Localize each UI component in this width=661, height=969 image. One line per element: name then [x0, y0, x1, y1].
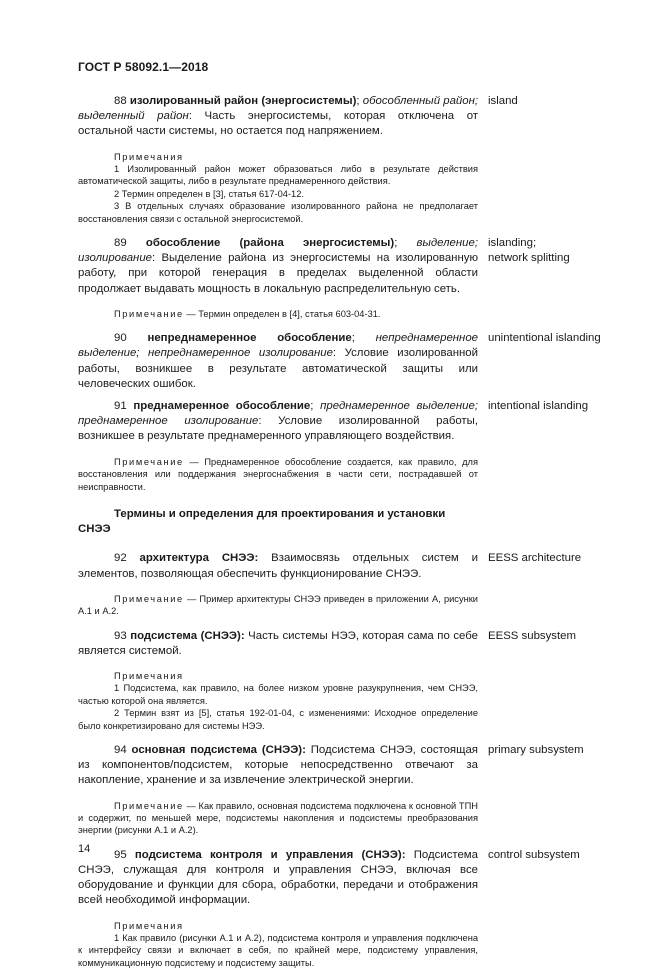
term-name: непреднамеренное обособление: [147, 332, 352, 345]
note-item: 2 Термин определен в [3], статья 617-04-12.: [114, 188, 304, 199]
note-text: — Преднамеренное обособление создается, как правило, для восстановления или поддержания энергоснабжения в части сети, пострадавшей от неисправности.: [78, 456, 478, 492]
term-entry-89: [78, 236, 604, 297]
term-number: 91: [114, 400, 127, 413]
term-notes: [78, 670, 478, 732]
term-definition: 89 обособление (района энергосистемы); выделение; изолирование: Выделение района из энергосистемы на изолированную работу, при которой генерация в пределах выделенной области продолжает выдавать мощность в локальную распределительную сеть.: [78, 237, 478, 295]
term-notes: [78, 151, 478, 225]
term-name: преднамеренное обособление: [133, 400, 311, 413]
term-name: архитектура СНЭЭ:: [139, 552, 259, 565]
definition-text: Взаимосвязь отдельных систем и элементов, позволяющая обеспечить функционирование СНЭЭ.: [78, 552, 478, 580]
term-entry-92: [78, 551, 604, 581]
term-synonyms: выделение; изолирование: [78, 237, 478, 265]
note-label: Примечание: [114, 308, 184, 319]
english-equivalent: EESS subsystem: [488, 629, 576, 642]
term-entry-93: [78, 629, 604, 659]
term-entry-94: [78, 743, 604, 789]
english-equivalent: intentional islanding: [488, 400, 589, 413]
definition-text: : Выделение района из энергосистемы на изолированную работу, при которой генерация в пределах выделенной области продолжает выдавать мощность в локальную распределительную сеть.: [78, 252, 478, 295]
term-note: [78, 456, 478, 493]
document-header: ГОСТ Р 58092.1—2018: [78, 60, 209, 74]
note-item: 1 Подсистема, как правило, на более низком уровне разукрупнения, чем СНЭЭ, частью которой она является.: [78, 683, 478, 706]
term-number: 94: [114, 743, 127, 756]
term-name: обособление (района энергосистемы): [145, 237, 395, 250]
definition-text: : Условие изолированной работы, возникшее в результате преднамеренного управляющего воздействия.: [78, 415, 478, 443]
note-item: 1 Как правило (рисунки А.1 и А.2), подсистема контроля и управления подключена к интерфейсу связи и включает в себя, по крайней мере, подсистему управления, коммуникационную подсистему и подсистему защиты.: [78, 933, 478, 968]
note-item: 2 Термин взят из [5], статья 192-01-04, с изменениями: Исходное определение было конкретизировано для системы НЭЭ.: [78, 708, 478, 731]
term-definition: [78, 743, 478, 789]
note-label: Примечание: [114, 800, 184, 811]
note-label: Примечание: [114, 456, 184, 467]
term-entry-90: [78, 331, 604, 392]
note-text: — Как правило, основная подсистема подключена к основной ТПН и содержит, по меньшей мере, подсистемы накопления и подсистемы преобразования энергии (рисунки А.1 и А.2).: [78, 800, 478, 836]
english-equivalent: unintentional islanding: [488, 332, 601, 345]
term-note: [78, 800, 478, 837]
term-number: 90: [114, 332, 127, 345]
term-synonyms: обособленный район; выделенный район: [78, 95, 479, 123]
term-definition: 90 непреднамеренное обособление; непреднамеренное выделение; непреднамеренное изолирование: Условие изолированной работы, возникшее в результате автоматической защиты или человеческих ошибок.: [78, 332, 478, 390]
term-name: основная подсистема (СНЭЭ):: [131, 743, 306, 756]
term-definition: [78, 629, 478, 659]
note-label: Примечание: [114, 593, 184, 604]
note-text: — Термин определен в [4], статья 603-04-31.: [183, 308, 381, 319]
english-equivalent: islanding; network splitting: [488, 237, 570, 265]
page-content: [78, 94, 604, 969]
term-number: 95: [114, 848, 127, 861]
english-equivalent: primary subsystem: [488, 743, 584, 756]
term-entry-95: [78, 848, 604, 909]
note-text: — Пример архитектуры СНЭЭ приведен в приложении А, рисунки А.1 и А.2.: [78, 593, 478, 617]
term-definition: [78, 848, 478, 909]
page-number: 14: [78, 843, 91, 855]
term-synonyms: преднамеренное выделение; преднамеренное изолирование: [78, 400, 478, 428]
note-item: 3 В отдельных случаях образование изолированного района не предполагает восстановления связи с остальной энергосистемой.: [78, 201, 478, 224]
term-synonyms: непреднамеренное выделение; непреднамеренное изолирование: [78, 332, 478, 360]
section-title: Термины и определения для проектирования и установки СНЭЭ: [78, 507, 446, 536]
term-entry-91: [78, 399, 604, 445]
term-definition: 88 изолированный район (энергосистемы); обособленный район; выделенный район: Часть энергосистемы, которая отключена от остальной части системы, но остается под напряжением.: [78, 95, 479, 138]
term-name: изолированный район (энергосистемы): [129, 95, 357, 107]
term-number: 88: [114, 95, 127, 107]
notes-title: Примечания: [114, 151, 184, 162]
term-notes: [78, 920, 478, 969]
term-note: [78, 593, 478, 618]
note-item: 1 Изолированный район может образоваться либо в результате действия автоматической защиты, либо в результате преднамеренного действия.: [78, 164, 478, 187]
term-number: 89: [114, 237, 127, 250]
term-note: [78, 308, 478, 320]
definition-text: Подсистема СНЭЭ, состоящая из компонентов/подсистем, которые непосредственно отвечают за накопление, хранение и за извлечение электрической энергии.: [78, 743, 478, 787]
definition-text: : Часть энергосистемы, которая отключена от остальной части системы, но остается под напряжением.: [78, 110, 478, 138]
term-entry-88: [78, 94, 604, 140]
notes-title: Примечания: [114, 670, 184, 681]
term-definition: 91 преднамеренное обособление; преднамеренное выделение; преднамеренное изолирование: Условие изолированной работы, возникшее в результате преднамеренного управляющего воздействия.: [78, 400, 478, 443]
term-number: 92: [114, 552, 127, 565]
definition-text: : Условие изолированной работы, возникшее в результате автоматической защиты или человеческих ошибок.: [78, 347, 478, 390]
term-name: подсистема контроля и управления (СНЭЭ):: [134, 848, 406, 861]
term-name: подсистема (СНЭЭ):: [130, 629, 245, 642]
english-equivalent: EESS architecture: [488, 552, 582, 565]
notes-title: Примечания: [114, 920, 184, 931]
english-equivalent: control subsystem: [488, 848, 580, 861]
term-definition: [78, 551, 478, 581]
term-number: 93: [114, 629, 127, 642]
definition-text: Часть системы НЭЭ, которая сама по себе является системой.: [78, 629, 478, 657]
english-equivalent: island: [488, 95, 518, 107]
definition-text: Подсистема СНЭЭ, служащая для контроля и управления СНЭЭ, включая все оборудование и функции для сбора, обработки, передачи и отображения всей необходимой информации.: [78, 848, 478, 907]
